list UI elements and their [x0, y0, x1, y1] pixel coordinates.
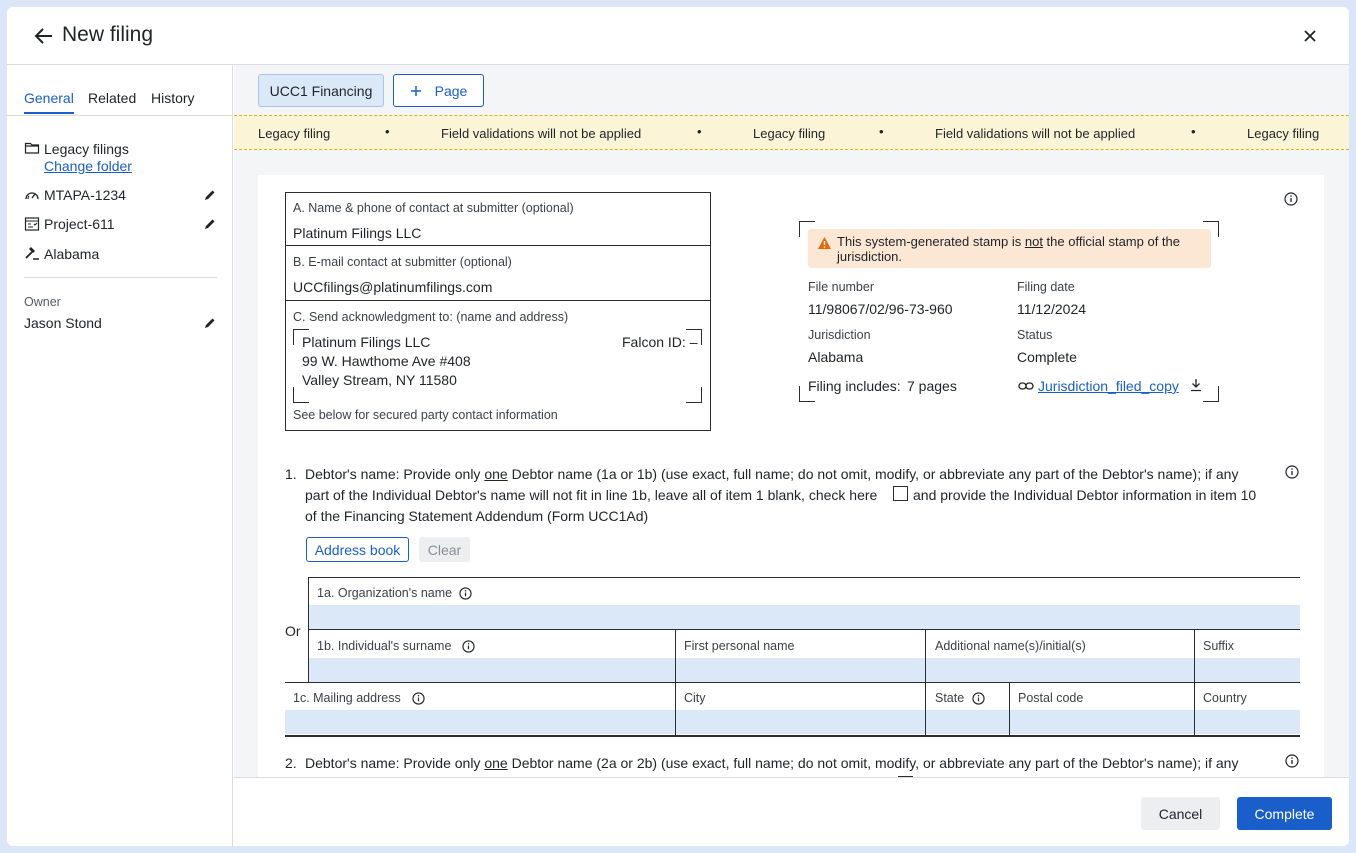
add-page-button[interactable] [393, 74, 484, 107]
address-book-button[interactable]: Address book [306, 537, 409, 562]
gavel-icon [24, 245, 40, 261]
status-value: Complete [1017, 349, 1077, 365]
status-label: Status [1017, 328, 1053, 342]
dialog-header [7, 7, 1349, 65]
submitter-box [285, 192, 711, 431]
item2-text-line1: Debtor's name: Provide only one Debtor name (2a or 2b) (use exact, full name; do not omit, modify, or abbreviate any part of the Debtor's name); if any [305, 755, 1239, 771]
includes-value: 7 pages [907, 378, 957, 394]
first-name-input[interactable] [676, 658, 925, 682]
organization-name-input[interactable] [309, 605, 1300, 629]
state-label: State [935, 691, 965, 705]
banner-text: Field validations will not be applied [441, 126, 642, 141]
info-icon[interactable] [459, 587, 472, 600]
suffix-input[interactable] [1195, 658, 1300, 682]
info-icon[interactable] [1285, 754, 1299, 768]
cancel-button[interactable]: Cancel [1141, 797, 1220, 830]
info-icon[interactable] [1285, 465, 1299, 479]
edit-pencil-icon[interactable] [203, 188, 217, 202]
tab-history[interactable]: History [151, 90, 195, 106]
banner-dot: • [385, 124, 390, 139]
ack-line-1: Platinum Filings LLC [302, 334, 431, 350]
item1-text-line1: Debtor's name: Provide only one Debtor name (1a or 1b) (use exact, full name; do not omit, modify, or abbreviate any part of the Debtor's name); if any [305, 466, 1239, 482]
file-number-label: File number [808, 280, 874, 294]
ack-line-2: 99 W. Hawthome Ave #408 [302, 353, 471, 369]
jurisdiction-value: Alabama [808, 349, 864, 365]
dialog-footer [234, 777, 1349, 846]
item1-text-line2b: and provide the Individual Debtor information in item 10 [913, 487, 1257, 503]
edit-pencil-icon[interactable] [203, 217, 217, 231]
ack-note: See below for secured party contact information [293, 408, 558, 422]
link-icon [1018, 380, 1034, 392]
legacy-banner [234, 115, 1349, 150]
change-folder-link[interactable]: Change folder [44, 158, 132, 174]
postal-code-label: Postal code [1018, 691, 1084, 705]
additional-name-input[interactable] [926, 658, 1194, 682]
folder-name: Legacy filings [44, 141, 129, 157]
banner-text: Legacy filing [258, 126, 331, 141]
city-label: City [684, 691, 706, 705]
additional-name-label: Additional name(s)/initial(s) [935, 639, 1086, 653]
warning-icon [817, 236, 832, 250]
divider [286, 300, 710, 301]
main-content [234, 65, 1349, 777]
info-icon[interactable] [1284, 192, 1298, 206]
country-input[interactable] [1195, 710, 1300, 734]
file-number-value: 11/98067/02/96-73-960 [808, 301, 953, 317]
banner-dot: • [1191, 124, 1196, 139]
sidebar [7, 65, 233, 846]
owner-name: Jason Stond [24, 315, 102, 331]
info-icon[interactable] [412, 692, 425, 705]
first-name-label: First personal name [684, 639, 795, 653]
filing-date-value: 11/12/2024 [1017, 301, 1087, 317]
stamp-warning [808, 229, 1211, 268]
banner-text: Legacy filing [753, 126, 826, 141]
jurisdiction-label: Jurisdiction [808, 328, 871, 342]
suffix-label: Suffix [1203, 639, 1235, 653]
stamp-corner [1203, 386, 1219, 402]
tab-related[interactable]: Related [88, 90, 137, 106]
ucc1-financing-tab[interactable]: UCC1 Financing [258, 74, 384, 107]
info-icon[interactable] [972, 692, 985, 705]
banner-text: Field validations will not be applied [935, 126, 1136, 141]
jurisdiction-copy-link[interactable]: Jurisdiction_filed_copy [1038, 378, 1179, 394]
or-label: Or [285, 623, 301, 639]
new-filing-dialog [7, 7, 1349, 846]
contact-value[interactable]: Platinum Filings LLC [293, 225, 422, 241]
contact-label: A. Name & phone of contact at submitter (optional) [293, 201, 574, 215]
sidebar-item-jurisdiction: Alabama [44, 246, 100, 262]
download-icon[interactable] [1190, 378, 1202, 392]
item1-text-line3: of the Financing Statement Addendum (Form UCC1Ad) [305, 508, 649, 524]
surname-label: 1b. Individual's surname [317, 639, 452, 653]
state-input[interactable] [926, 710, 1009, 734]
info-icon[interactable] [462, 640, 475, 653]
banner-dot: • [697, 124, 702, 139]
filing-date-label: Filing date [1017, 280, 1075, 294]
divider [286, 245, 710, 246]
project-board-icon [24, 216, 40, 232]
clear-button[interactable]: Clear [419, 537, 470, 562]
arrow-left-icon[interactable] [33, 25, 55, 47]
email-value[interactable]: UCCfilings@platinumfilings.com [293, 279, 493, 295]
tab-general[interactable]: General [24, 90, 74, 106]
table-line [308, 629, 1300, 630]
dialog-title: New filing [62, 23, 154, 46]
ack-line-3: Valley Stream, NY 11580 [302, 372, 457, 388]
table-line [285, 735, 1300, 737]
city-input[interactable] [676, 710, 925, 734]
item1-text-line2: part of the Individual Debtor's name will not fit in line 1b, leave all of item 1 blank, check here [305, 487, 878, 503]
sidebar-item-project: Project-611 [44, 216, 115, 232]
surname-input[interactable] [309, 658, 675, 682]
bracket-corner [293, 387, 309, 403]
folder-icon [24, 140, 40, 156]
mailing-address-label: 1c. Mailing address [293, 691, 401, 705]
item-number: 2. [285, 755, 297, 771]
bracket-corner [686, 387, 702, 403]
banner-text: Legacy filing [1247, 126, 1320, 141]
owner-label: Owner [24, 295, 61, 309]
falcon-id: Falcon ID: – [622, 334, 698, 350]
postal-code-input[interactable] [1010, 710, 1194, 734]
edit-pencil-icon[interactable] [203, 316, 217, 330]
table-line [285, 682, 1300, 683]
ack-label: C. Send acknowledgment to: (name and address) [293, 310, 569, 324]
item-number: 1. [285, 466, 297, 482]
mailing-address-input[interactable] [285, 710, 675, 734]
complete-button[interactable]: Complete [1237, 797, 1332, 830]
stamp-warning-text: This system-generated stamp is not the official stamp of the jurisdiction. [837, 234, 1180, 264]
add-page-label: Page [434, 82, 468, 99]
includes-label: Filing includes: [808, 378, 901, 394]
plus-icon [410, 85, 422, 97]
org-name-label: 1a. Organization's name [317, 586, 453, 600]
close-icon[interactable] [1301, 27, 1319, 45]
individual-debtor-checkbox[interactable] [893, 486, 908, 501]
table-line [308, 577, 1300, 578]
email-label: B. E-mail contact at submitter (optional) [293, 255, 512, 269]
gauge-icon [24, 187, 40, 203]
sidebar-divider [24, 277, 217, 278]
banner-dot: • [879, 124, 884, 139]
filing-form-card [258, 175, 1324, 777]
country-label: Country [1203, 691, 1247, 705]
sidebar-item-matter: MTAPA-1234 [44, 187, 126, 203]
sidebar-tabs [7, 65, 233, 116]
